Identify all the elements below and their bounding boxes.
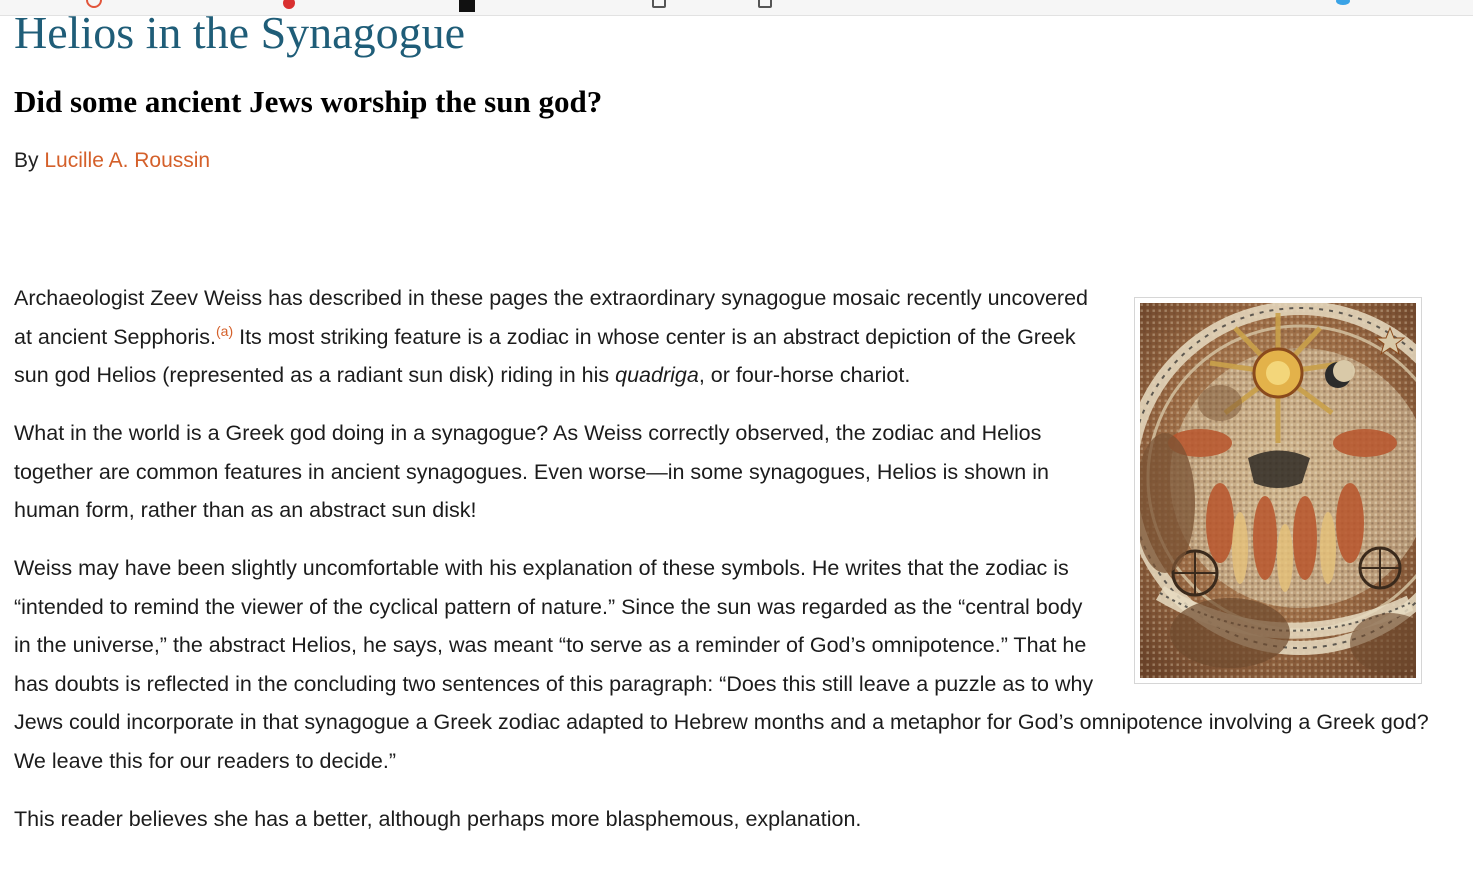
italic-term: quadriga [615,363,699,387]
paragraph-2: What in the world is a Greek god doing in a synagogue? As Weiss correctly observed, the zodiac and Helios together are common features in ancient synagogues. Even worse—in some synagogues, Helios is shown in human form, rather than as an abstract sun disk! [14,421,1049,522]
mosaic-image [1140,303,1416,678]
toolbar-icon[interactable] [1336,0,1350,5]
article-title: Helios in the Synagogue [14,7,465,58]
paragraph-3: Weiss may have been slightly uncomfortable with his explanation of these symbols. He writes that the zodiac is “intended to remind the viewer of the cyclical pattern of nature.” Since the sun was regarded as the “central body in the universe,” the abstract Helios, he says, was meant “to serve as a reminder of God’s omnipotence.” That he has doubts is reflected in the concluding two sentences of this paragraph: “Does this still leave a puzzle as to why Jews could incorporate in that synagogue a Greek zodiac adapted to Hebrew months and a metaphor for God’s omnipotence involving a Greek god? We leave this for our readers to decide.” [14,556,1429,773]
toolbar-icon[interactable] [652,0,666,8]
paragraph-text: , or four-horse chariot. [698,363,911,387]
article-body [14,279,1459,858]
author-link[interactable]: Lucille A. Roussin [44,149,211,172]
paragraph-4: This reader believes she has a better, although perhaps more blasphemous, explanation. [14,806,862,831]
paragraph-text: Its most striking feature is a zodiac in whose center is an abstract depiction of the Greek sun god Helios (represented as a radiant sun disk) riding in his [14,324,1076,387]
article-subtitle: Did some ancient Jews worship the sun god? [14,84,603,119]
mosaic-figure[interactable] [1134,297,1422,684]
toolbar-icon[interactable] [758,0,772,8]
byline-prefix: By [14,149,39,172]
footnote-link[interactable]: (a) [216,322,234,339]
paragraph-text: Archaeologist Zeev Weiss has described in these pages the extraordinary synagogue mosaic recently uncovered at ancient Sepphoris. [14,286,1089,349]
byline [14,147,210,175]
